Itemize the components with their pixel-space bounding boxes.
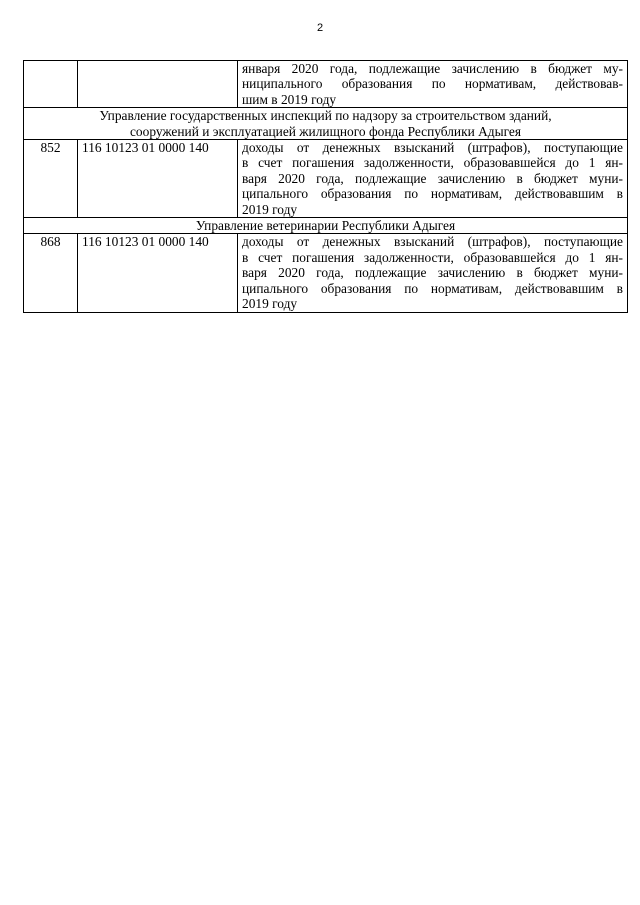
admin-code-cell: 868 xyxy=(24,234,78,312)
admin-code-cell: 852 xyxy=(24,140,78,218)
description-line: варя 2020 года, подлежащие зачислению в бюджет муни- xyxy=(242,170,623,186)
description-cell xyxy=(238,234,628,312)
description-cell xyxy=(238,61,628,108)
section-header-line: Управление ветеринарии Республики Адыгея xyxy=(195,218,456,234)
admin-code-cell xyxy=(24,61,78,108)
description-cell xyxy=(238,140,628,218)
table-row xyxy=(24,140,628,218)
description-line: января 2020 года, подлежащие зачислению в бюджет му- xyxy=(242,61,623,76)
section-header-line: сооружений и эксплуатацией жилищного фонда Республики Адыгея xyxy=(129,123,522,139)
table-row-continuation xyxy=(24,61,628,108)
description-line: ниципального образования по нормативам, действовав- xyxy=(242,76,623,92)
description-line: доходы от денежных взысканий (штрафов), поступающие xyxy=(242,140,623,156)
kbk-code-cell: 116 10123 01 0000 140 xyxy=(78,234,238,312)
kbk-code-cell xyxy=(78,61,238,108)
section-header-line: Управление государственных инспекций по надзору за строительством зданий, xyxy=(99,108,552,124)
description-line: 2019 году xyxy=(242,201,298,217)
section-header-row xyxy=(24,218,628,234)
page-number: 2 xyxy=(316,22,324,34)
description-line: ципального образования по нормативам, действовавшим в xyxy=(242,186,623,202)
description-line: ципального образования по нормативам, действовавшим в xyxy=(242,280,623,296)
description-line: в счет погашения задолженности, образовавшейся до 1 ян- xyxy=(242,249,623,265)
description-line: в счет погашения задолженности, образовавшейся до 1 ян- xyxy=(242,155,623,171)
section-header-construction-inspection xyxy=(24,108,628,140)
description-line: шим в 2019 году xyxy=(242,91,337,107)
revenue-codes-table xyxy=(23,60,628,313)
kbk-code-cell: 116 10123 01 0000 140 xyxy=(78,140,238,218)
description-line: доходы от денежных взысканий (штрафов), поступающие xyxy=(242,234,623,250)
section-header-row xyxy=(24,108,628,140)
description-line: варя 2020 года, подлежащие зачислению в бюджет муни- xyxy=(242,265,623,281)
section-header-veterinary xyxy=(24,218,628,234)
table-row xyxy=(24,234,628,312)
description-line: 2019 году xyxy=(242,296,298,312)
